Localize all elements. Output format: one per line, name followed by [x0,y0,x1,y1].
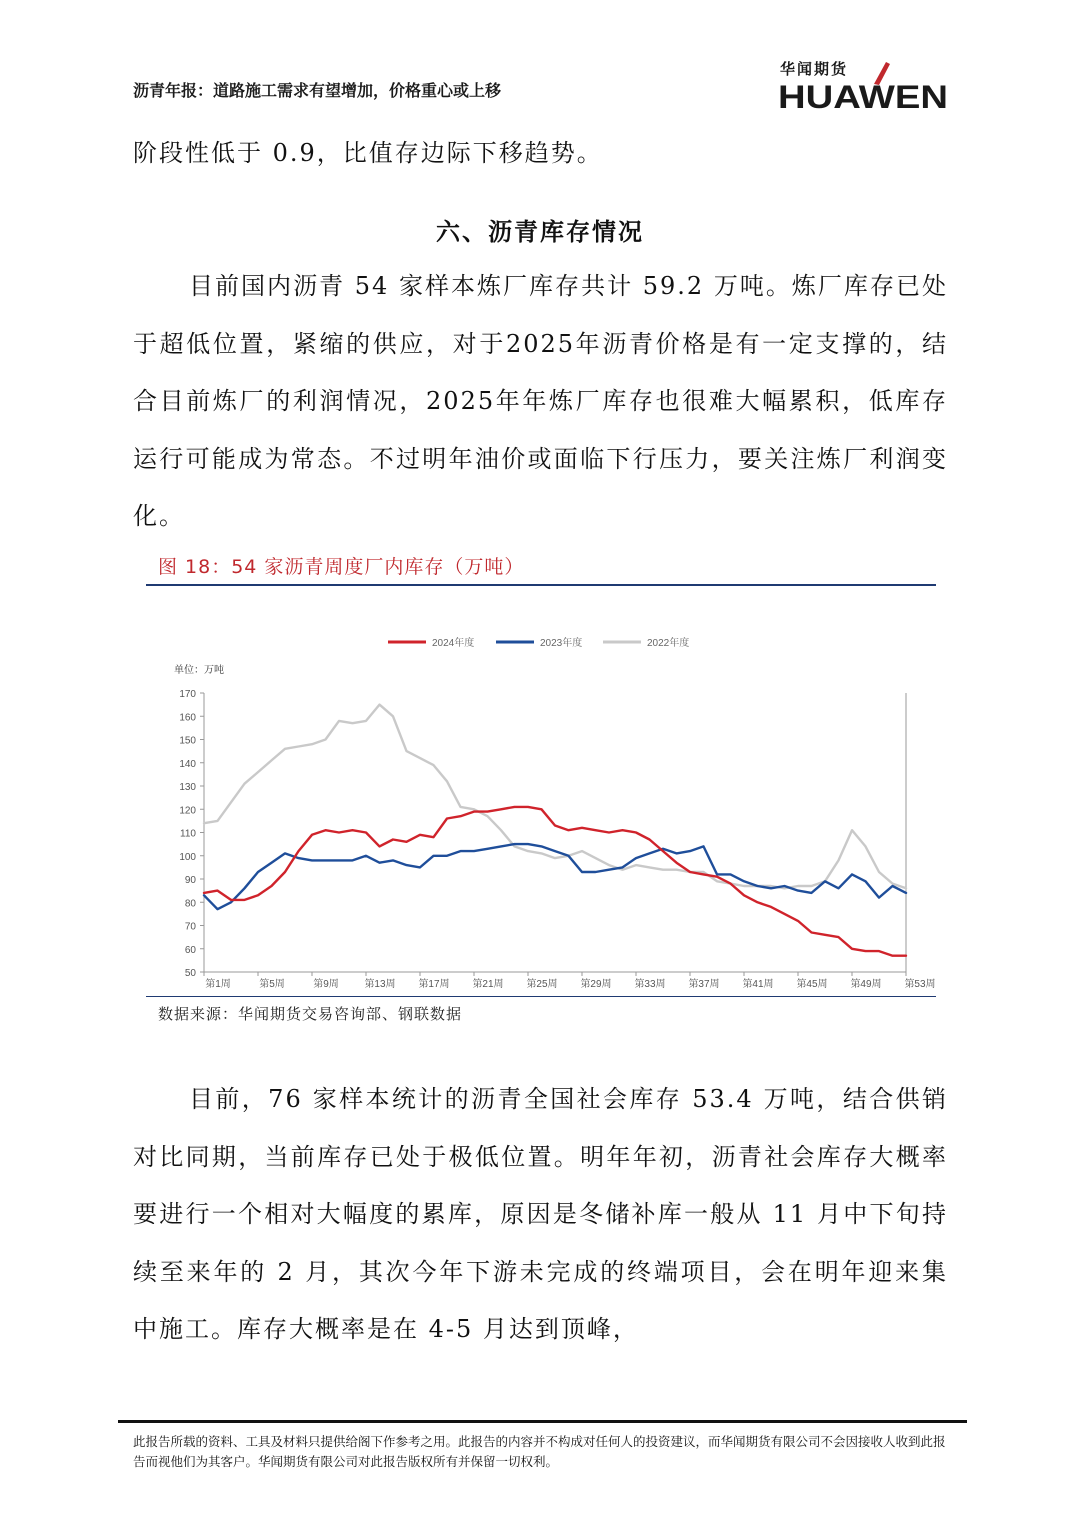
y-tick-label: 110 [180,828,196,840]
y-tick-label: 60 [184,944,196,956]
y-tick-label: 150 [179,735,196,747]
logo-chinese-text: 华闻期货 [780,60,849,78]
x-tick-label: 第45周 [796,979,828,990]
company-logo [778,58,950,112]
series-line-2023年度 [204,844,906,909]
legend-label-2: 2023年度 [540,638,583,649]
paragraph-refinery-inventory: 目前国内沥青 54 家样本炼厂库存共计 59.2 万吨。炼厂库存已处于超低位置，紧缩的供应，对于2025年沥青价格是有一定支撑的，结合目前炼厂的利润情况，2025年年炼厂库存也很难大幅累积，低库存运行可能成为常态。不过明年油价或面临下行压力，要关注炼厂利润变化。 [133,272,948,530]
x-tick-label: 第17周 [418,979,450,990]
legend-label-3: 2022年度 [647,638,690,649]
x-tick-label: 第5周 [259,979,285,990]
series-line-2024年度 [204,807,906,956]
y-tick-label: 70 [184,921,196,933]
x-tick-label: 第37周 [688,979,720,990]
y-tick-label: 130 [179,782,196,793]
y-tick-label: 90 [184,875,196,886]
x-tick-label: 第13周 [364,979,396,990]
logo-english-text: HUAWEN [778,79,948,112]
y-unit-label: 单位：万吨 [174,665,224,676]
y-tick-label: 100 [179,851,196,863]
report-title: 沥青年报：道路施工需求有望增加，价格重心或上移 [133,81,502,100]
paragraph-previous-section-end: 阶段性低于 0.9，比值存边际下移趋势。 [133,139,603,167]
inventory-line-chart [146,586,936,996]
x-tick-label: 第53周 [904,979,936,990]
x-tick-label: 第25周 [526,979,558,990]
x-tick-label: 第1周 [205,979,231,990]
section-title: 六、沥青库存情况 [436,218,644,246]
x-tick-label: 第9周 [313,979,339,990]
logo-wordmark [778,58,950,112]
legend-label-1: 2024年度 [432,638,475,649]
x-tick-label: 第49周 [850,979,882,990]
y-tick-label: 140 [179,758,196,770]
y-tick-label: 120 [179,805,196,817]
paragraph-social-inventory: 目前，76 家样本统计的沥青全国社会库存 53.4 万吨，结合供销对比同期，当前库存已处于极低位置。明年年初，沥青社会库存大概率要进行一个相对大幅度的累库，原因是冬储补库一般从 11 月中下旬持续至来年的 2 月，其次今年下游未完成的终端项目，会在明年迎来集中施工。库存大概率是在 4-5 月达到顶峰， [133,1085,948,1343]
footer-disclaimer: 此报告所载的资料、工具及材料只提供给阁下作参考之用。此报告的内容并不构成对任何人的投资建议，而华闻期货有限公司不会因接收人收到此报告而视他们为其客户。华闻期货有限公司对此报告版权所有并保留一切权利。 [133,1434,946,1469]
x-tick-label: 第21周 [472,979,504,990]
y-tick-label: 80 [184,898,196,910]
x-tick-label: 第41周 [742,979,774,990]
footer-rule [118,1420,967,1423]
y-tick-label: 170 [179,689,196,700]
x-tick-label: 第29周 [580,979,612,990]
figure-source: 数据来源：华闻期货交易咨询部、钢联数据 [158,1005,463,1023]
y-tick-label: 160 [179,712,196,724]
y-tick-label: 50 [184,968,196,979]
x-tick-label: 第33周 [634,979,666,990]
figure-bottom-rule [146,996,936,997]
figure-caption: 图 18：54 家沥青周度厂内库存（万吨） [158,556,525,578]
